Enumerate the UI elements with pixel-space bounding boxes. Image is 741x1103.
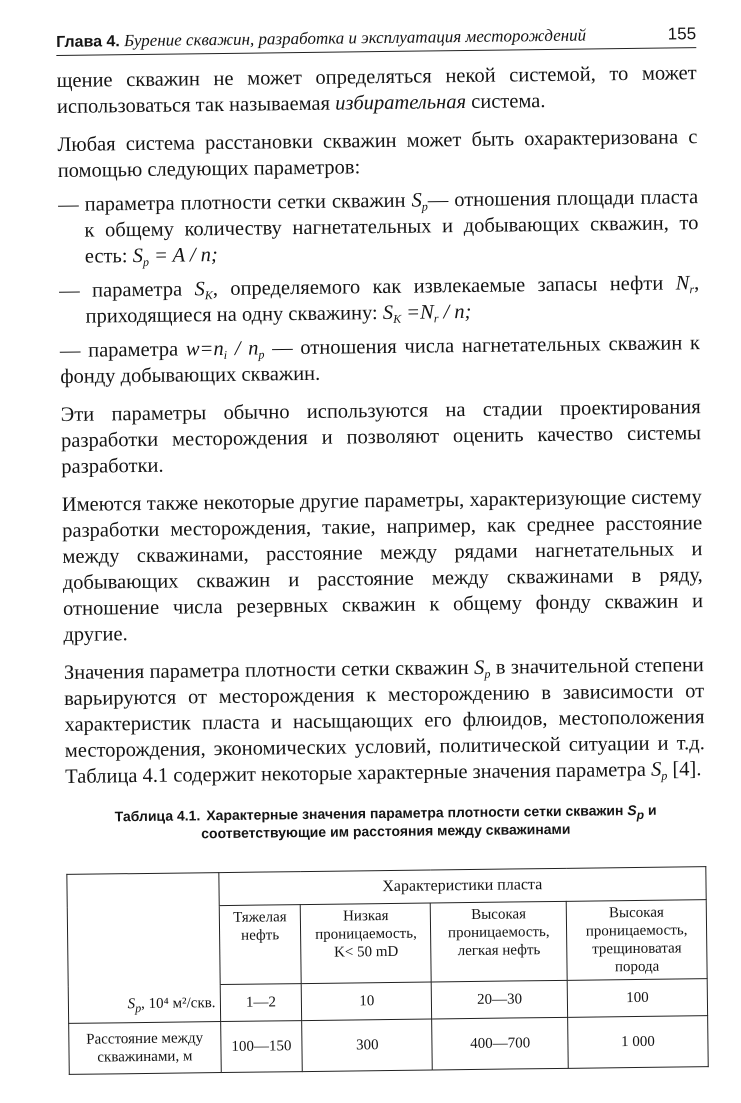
row1-label-subscript: p: [135, 1000, 142, 1015]
b1-text-b: — отношения площади пласта к общему количеству нагнетательных и добывающих скважин, то есть:: [84, 186, 699, 268]
table-group-header: Характеристики пласта: [218, 867, 706, 906]
b2-text-a: — параметра: [59, 278, 195, 302]
table-caption: [66, 800, 706, 844]
b3-formula-w-subscript: i: [223, 347, 228, 362]
b1-symbol: S: [411, 189, 422, 212]
p5-subscript-2: p: [661, 768, 668, 783]
table-cell: 1 000: [568, 1016, 708, 1069]
b2-formula-subscript: K: [393, 311, 402, 326]
chapter-number: Глава 4.: [56, 33, 120, 51]
table-cell: 1—2: [220, 984, 302, 1022]
b3-text-b: — отношения числа нагнетательных скважин к фонду добывающих скважин.: [60, 332, 701, 388]
p5-text-a: Значения параметра плотности сетки скважин: [63, 656, 475, 684]
b2-formula-rest: / n;: [438, 300, 472, 324]
table-col-header: Высокая проницаемость, трещиноватая порода: [566, 900, 707, 981]
b1-subscript: p: [421, 199, 428, 214]
table-col-header: Тяжелая нефть: [219, 905, 302, 985]
row1-label-rest: , 10⁴ м²/скв.: [141, 994, 216, 1012]
b2-text-b: , определяемого как извлекаемые запасы нефти: [212, 272, 676, 301]
b3-formula-w: w=n: [185, 337, 224, 361]
table-cell: 20—30: [431, 980, 567, 1019]
table-cell: 100—150: [220, 1021, 302, 1073]
p5-subscript: p: [484, 666, 491, 681]
p5-text-c: [4].: [667, 758, 702, 781]
p5-symbol-2: S: [650, 758, 662, 781]
page-content: [56, 20, 709, 1075]
running-title: [56, 26, 586, 52]
paragraph-4: Имеются также некоторые другие параметры, характеризующие систему разработки месторождения, такие, например, как среднее расстояние между скважинами, расстояние между рядами нагнетательных и добывающих скважин и расстояние между скважинами в ряду, отношение числа резервных скважин к общему фонду скважин и другие.: [61, 486, 704, 646]
b1-formula-rest: = A / n;: [148, 244, 218, 267]
p1-text-b: система.: [465, 90, 546, 113]
bullet-density: [58, 184, 699, 270]
table-caption-text-a: Характерные значения параметра плотности сетки скважин: [206, 802, 628, 824]
table-caption-label: Таблица 4.1.: [114, 807, 201, 825]
b3-text-a: — параметра: [59, 338, 187, 362]
p5-text-b: в значительной степени варьируются от месторождения к месторождению в зависимости от характеристик пласта и насыщающих его флюидов, местоположения месторождения, экономических условий, политической ситуации и т.д. Таблица 4.1 содержит некоторые характерные значения параметра: [64, 654, 705, 788]
b3-formula-n-subscript: p: [258, 347, 265, 362]
page-number: 155: [667, 24, 697, 44]
table-row-label: Расстояние между скважинами, м: [69, 1022, 221, 1075]
table-cell: 100: [567, 979, 707, 1018]
bullet-ratio: [60, 330, 701, 390]
chapter-title: Бурение скважин, разработка и эксплуатация месторождений: [123, 25, 587, 51]
row1-label-symbol: S: [127, 995, 136, 1012]
paragraph-5: [64, 652, 706, 790]
p5-symbol: S: [473, 656, 485, 679]
b1-formula-subscript: p: [142, 254, 150, 269]
paragraph-1: [56, 60, 697, 120]
b1-text-a: — параметра плотности сетки скважин: [58, 189, 412, 216]
running-header: [56, 20, 696, 56]
table-col-header: Низкая проницаемость, K< 50 mD: [301, 903, 432, 984]
b3-formula-n: / n: [226, 337, 259, 360]
table-caption-subscript: p: [636, 807, 645, 822]
table-cell: 400—700: [432, 1017, 568, 1070]
table-cell: 300: [302, 1019, 432, 1072]
table-row-label: [68, 985, 220, 1024]
b2-formula-n: =N: [400, 301, 434, 324]
b2-subscript: K: [204, 288, 213, 303]
table-caption-text-b: и соответствующие им расстояния между скважинами: [201, 801, 657, 842]
b2-formula-symbol: S: [382, 301, 394, 325]
b2-formula-n-subscript: r: [433, 311, 439, 326]
table-corner-cell: [67, 873, 219, 908]
p1-emphasis: избирательная: [335, 90, 467, 115]
table-col-header: Высокая проницаемость, легкая нефть: [431, 901, 568, 982]
b2-n-symbol: N: [675, 272, 690, 295]
b2-n-subscript: r: [689, 282, 695, 297]
b1-formula-symbol: S: [132, 244, 144, 268]
paragraph-2: Любая система расстановки скважин может быть охарактеризована с помощью следующих параметров:: [57, 126, 698, 182]
b2-text-c: , приходящиеся на одну скважину:: [85, 272, 700, 328]
table-corner-cell-2: [67, 906, 220, 987]
table-caption-symbol: S: [627, 801, 637, 819]
table-cell: 10: [302, 982, 432, 1021]
table-row: [69, 1016, 709, 1075]
parameter-table: [66, 866, 708, 1075]
bullet-reserves: [59, 270, 700, 330]
p1-text-a: щение скважин не может определяться некой системой, то может использоваться так называемая: [56, 62, 697, 118]
paragraph-3: Эти параметры обычно используются на стадии проектирования разработки месторождения и позволяют оценить качество системы разработки.: [60, 396, 702, 478]
b2-symbol: S: [194, 278, 205, 301]
